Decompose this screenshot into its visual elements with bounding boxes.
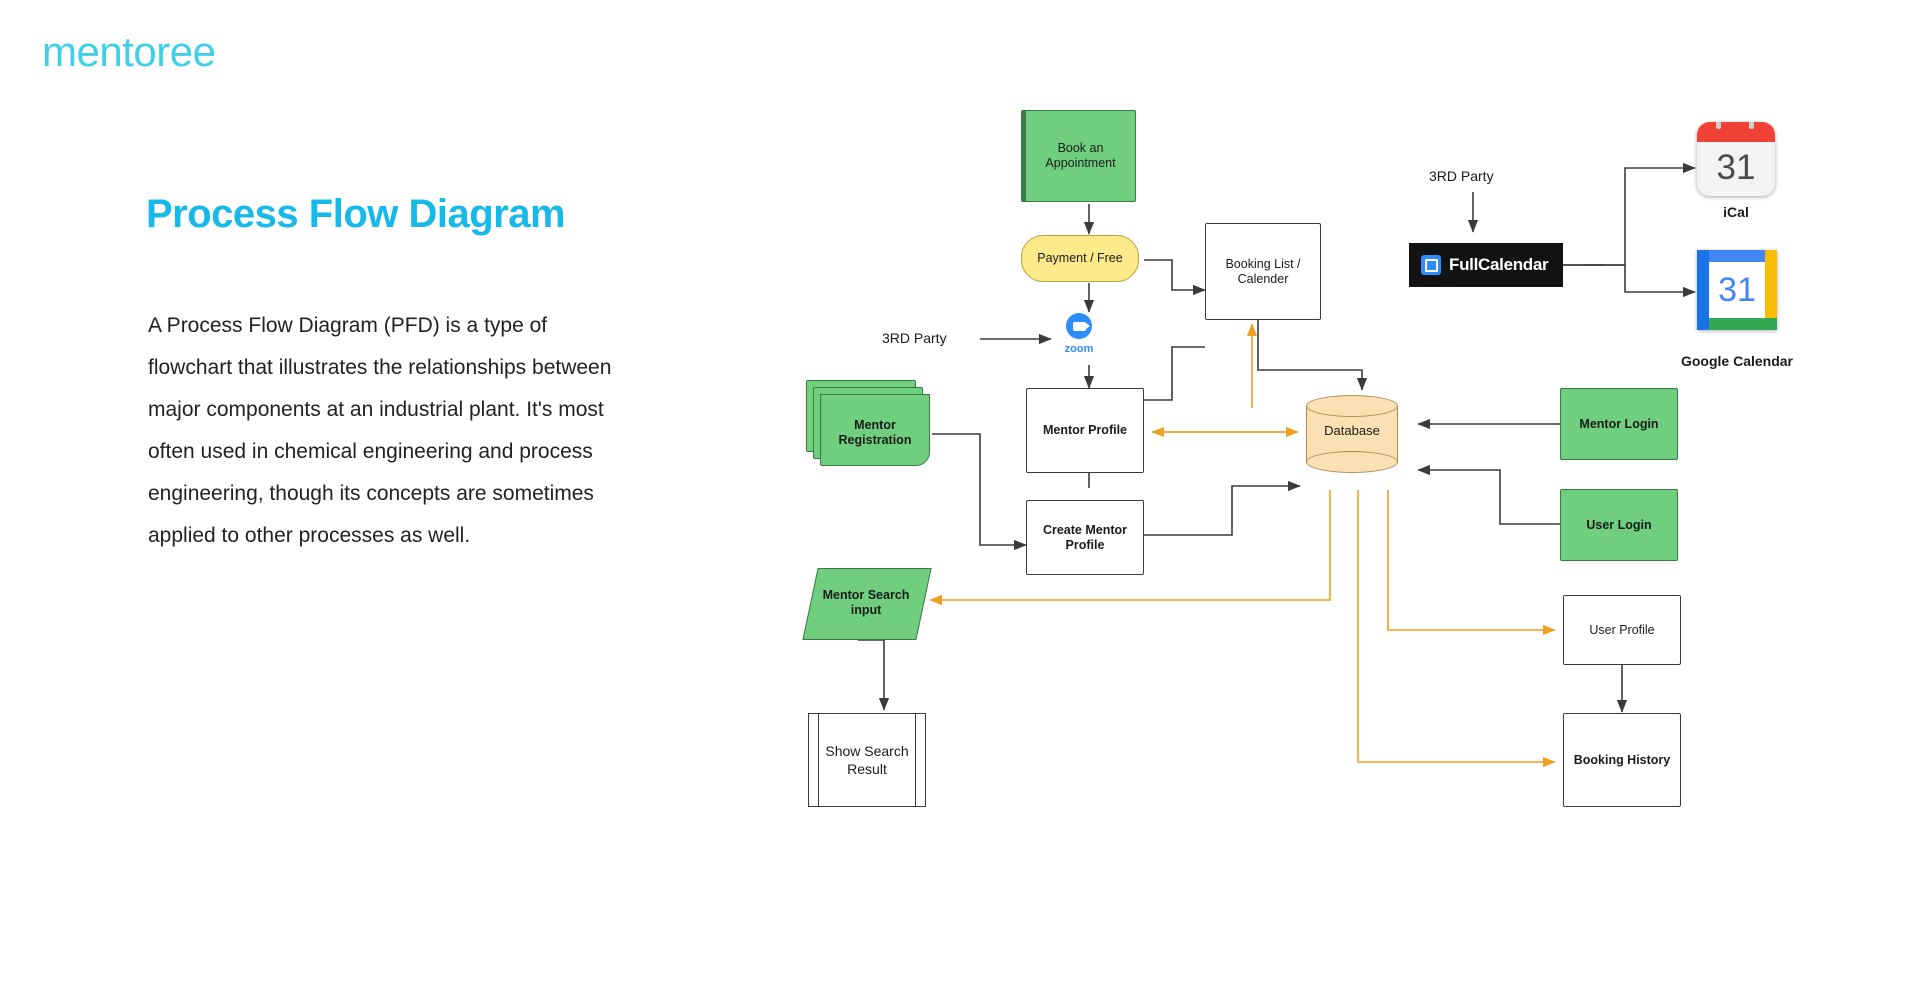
ical-ring-right (1749, 122, 1754, 129)
page-description: A Process Flow Diagram (PFD) is a type of flowchart that illustrates the relationships between major components at an industrial plant. It's most often used in chemical engineering and process engineering, though its concepts are sometimes applied to other processes as well. (148, 314, 612, 547)
node-user-login[interactable] (1560, 489, 1678, 561)
node-payment-free[interactable] (1021, 235, 1139, 282)
label-third-party-fullcalendar: 3RD Party (1429, 168, 1494, 184)
node-user-login-label: User Login (1586, 517, 1652, 532)
node-booking-history[interactable] (1563, 713, 1681, 807)
node-create-mentor-profile-label: Create Mentor Profile (1042, 522, 1128, 552)
node-book-appointment-label: Book an Appointment (1045, 141, 1116, 170)
node-mentor-login[interactable] (1560, 388, 1678, 460)
icon-ical (1697, 122, 1775, 196)
logo-fullcalendar-label: FullCalendar (1449, 255, 1549, 274)
gcal-day-number: 31 (1718, 270, 1756, 309)
fullcalendar-mark-icon (1421, 255, 1441, 275)
gcal-edge-bottom (1697, 318, 1777, 330)
node-mentor-registration-label: Mentor Registration (838, 418, 912, 447)
caption-google-calendar: Google Calendar (1680, 353, 1794, 369)
zoom-icon (1066, 313, 1092, 339)
node-show-search-result[interactable] (808, 713, 926, 807)
node-booking-list[interactable] (1205, 223, 1321, 320)
node-book-appointment[interactable] (1021, 110, 1136, 202)
icon-google-calendar (1697, 250, 1777, 330)
page-title: Process Flow Diagram (146, 192, 566, 236)
node-database[interactable] (1306, 395, 1398, 473)
logo-fullcalendar (1409, 243, 1563, 287)
node-mentor-login-label: Mentor Login (1579, 416, 1659, 431)
database-top (1306, 395, 1398, 417)
caption-ical: iCal (1723, 204, 1749, 220)
ical-day-number: 31 (1716, 148, 1756, 187)
node-booking-history-label: Booking History (1573, 752, 1671, 767)
zoom-camera-glyph (1073, 322, 1086, 331)
node-create-mentor-profile[interactable] (1026, 500, 1144, 575)
node-payment-free-label: Payment / Free (1037, 251, 1123, 265)
node-booking-list-label: Booking List / Calender (1225, 256, 1301, 286)
brand-logo: mentoree (42, 28, 216, 75)
node-user-profile-label: User Profile (1589, 622, 1655, 637)
node-database-label: Database (1324, 423, 1380, 438)
label-third-party-zoom: 3RD Party (882, 330, 947, 346)
zoom-caption: zoom (1064, 343, 1094, 355)
node-user-profile[interactable] (1563, 595, 1681, 665)
node-show-search-result-label: Show Search Result (825, 743, 909, 777)
database-bottom (1306, 451, 1398, 473)
ical-header-bar (1697, 122, 1775, 142)
node-mentor-search-input-label: Mentor Search input (822, 588, 910, 617)
node-mentor-registration[interactable] (806, 380, 936, 472)
ical-ring-left (1716, 122, 1721, 129)
node-mentor-profile-label: Mentor Profile (1042, 423, 1128, 437)
gcal-edge-left (1697, 250, 1709, 330)
node-mentor-profile[interactable] (1026, 388, 1144, 473)
